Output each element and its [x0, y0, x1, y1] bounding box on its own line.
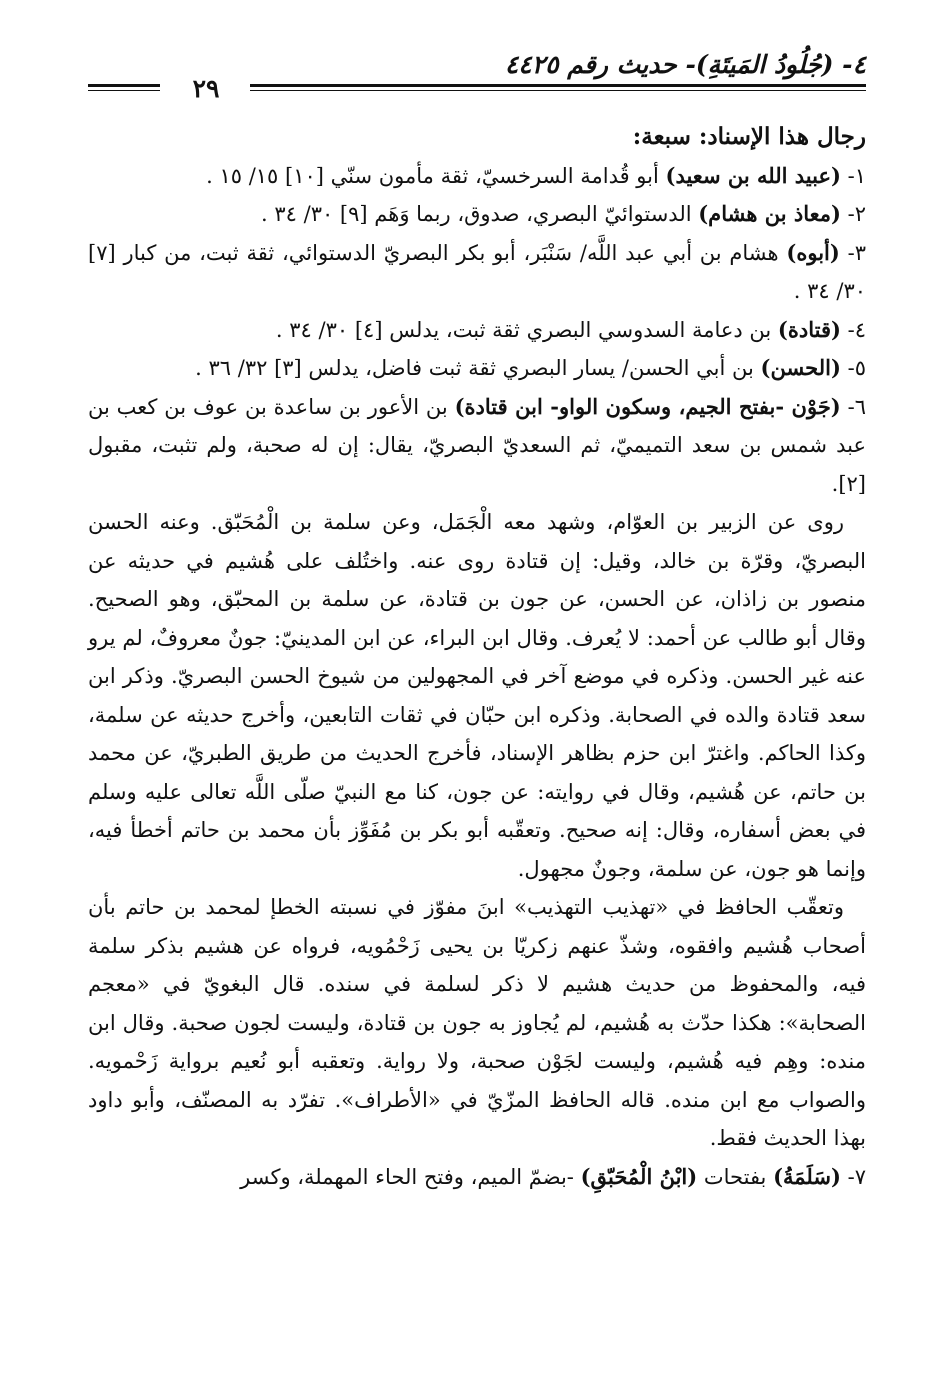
- header-rule-right: [250, 84, 866, 91]
- narrator-description: بن دعامة السدوسي البصري ثقة ثبت، يدلس [٤] ٣٠/ ٣٤ .: [275, 317, 778, 342]
- narrator-description: -بضمّ الميم، وفتح الحاء المهملة، وكسر: [240, 1164, 581, 1189]
- item-number: ٦-: [847, 394, 866, 419]
- narrator-item: [88, 195, 866, 234]
- narrator-description: أبو قُدامة السرخسيّ، ثقة مأمون سنّي [١٠] ١٥/ ١٥ .: [206, 163, 666, 188]
- running-title: ٤- (جُلُودُ المَيتَةِ)- حديث رقم ٤٤٢٥: [504, 50, 866, 79]
- narrator-item: [88, 388, 866, 504]
- narrator-description: بن أبي الحسن/ يسار البصري ثقة ثبت فاضل، يدلس [٣] ٣٢/ ٣٦ .: [195, 356, 761, 380]
- body-paragraph: وتعقّب الحافظ في «تهذيب التهذيب» ابنَ مفوّز في نسبته الخطإ لمحمد بن حاتم بأن أصحاب هُشيم وافقوه، وشذّ عنهم زكريّا بن يحيى زَحْمُويه، فرواه عن هشيم بذكر سلمة فيه، والمحفوظ من حديث هشيم لا ذكر لسلمة في سنده. قال البغويّ في «معجم الصحابة»: هكذا حدّث به هُشيم، لم يُجاوز به جون بن قتادة، وليست لجون صحبة. وقال ابن منده: وهِم فيه هُشيم، وليست لجَوْن صحبة، ولا رواية. وتعقبه أبو نُعيم برواية زَحْمويه. والصواب مع ابن منده. قاله الحافظ المزّيّ في «الأطراف». تفرّد به المصنّف، وأبو داود بهذا الحديث فقط.: [88, 895, 866, 1150]
- page-number: ٢٩: [192, 74, 220, 103]
- page-header: [88, 50, 866, 110]
- item-number: ١-: [847, 163, 866, 188]
- narrator-name: (الحسن): [760, 355, 841, 380]
- narrator-description: الدستوائيّ البصري، صدوق، ربما وَهَم [٩] ٣٠/ ٣٤ .: [261, 202, 699, 226]
- narrator-description: بن الأعور بن ساعدة بن عوف بن كعب بن عبد شمس بن سعد التميميّ، ثم السعديّ البصريّ، يقال: إن له صحبة، ولم تثبت، مقبول [٢].: [88, 394, 866, 496]
- item-number: ٢-: [847, 202, 866, 226]
- narrator-item: [88, 157, 866, 196]
- item-number: ٤-: [847, 317, 866, 342]
- narrator-item: [88, 1158, 866, 1197]
- narrator-name: (ابْنُ الْمُحَبّقِ): [580, 1163, 698, 1189]
- item-number: ٧-: [847, 1164, 866, 1189]
- narrator-description: هشام بن أبي عبد اللَّه/ سَنْبَر، أبو بكر البصريّ الدستوائي، ثقة ثبت، من كبار [٧] ٣٠/ ٣٤ .: [88, 240, 866, 303]
- header-rule-left: [88, 84, 160, 91]
- narrator-item: [88, 311, 866, 350]
- section-heading: رجال هذا الإسناد: سبعة:: [632, 123, 866, 150]
- body-paragraph: روى عن الزبير بن العوّام، وشهد معه الْجَمَل، وعن سلمة بن الْمُحَبّق. وعنه الحسن البصريّ، وقرّة بن خالد، وقيل: إن قتادة روى عنه. واختُلف على هُشيم في حديثه عن منصور بن زاذان، عن الحسن، عن جون بن قتادة، عن سلمة بن المحبّق، وهو الصحيح. وقال أبو طالب عن أحمد: لا يُعرف. وقال ابن البراء، عن ابن المدينيّ: جونٌ معروفٌ، لم يرو عنه غير الحسن. وذكره في موضع آخر في المجهولين من شيوخ الحسن البصريّ. وذكر ابن سعد قتادة والده في الصحابة. وذكره ابن حبّان في ثقات التابعين، وأخرج حديثه عن سلمة، وكذا الحاكم. واغترّ ابن حزم بظاهر الإسناد، فأخرج الحديث من طريق الطبريّ، عن محمد بن حاتم، عن هُشيم، وقال في روايته: عن جون، كنا مع النبيّ صلّى اللَّه تعالى عليه وسلم في بعض أسفاره، وقال: إنه صحيح. وتعقّبه أبو بكر بن مُفَوِّز بأن محمد بن حاتم أخطأ فيه، وإنما هو جون، عن سلمة، وجونٌ مجهول.: [88, 510, 866, 881]
- narrator-name: (معاذ بن هشام): [698, 201, 841, 226]
- narrator-item: [88, 234, 866, 311]
- narrator-name: (عبيد الله بن سعيد): [665, 162, 841, 188]
- item-number: ٣-: [847, 240, 866, 265]
- item-number: ٥-: [847, 356, 866, 380]
- narrator-name: (سَلَمَةُ): [773, 1163, 841, 1189]
- narrator-name: (قتادة): [777, 316, 841, 342]
- page-body: [88, 118, 866, 1196]
- narrator-item: [88, 349, 866, 388]
- narrator-description: بفتحات: [697, 1164, 774, 1189]
- narrator-name: (أبوه): [786, 239, 840, 265]
- narrator-name: (جَوْن -بفتح الجيم، وسكون الواو- ابن قتادة): [454, 393, 841, 419]
